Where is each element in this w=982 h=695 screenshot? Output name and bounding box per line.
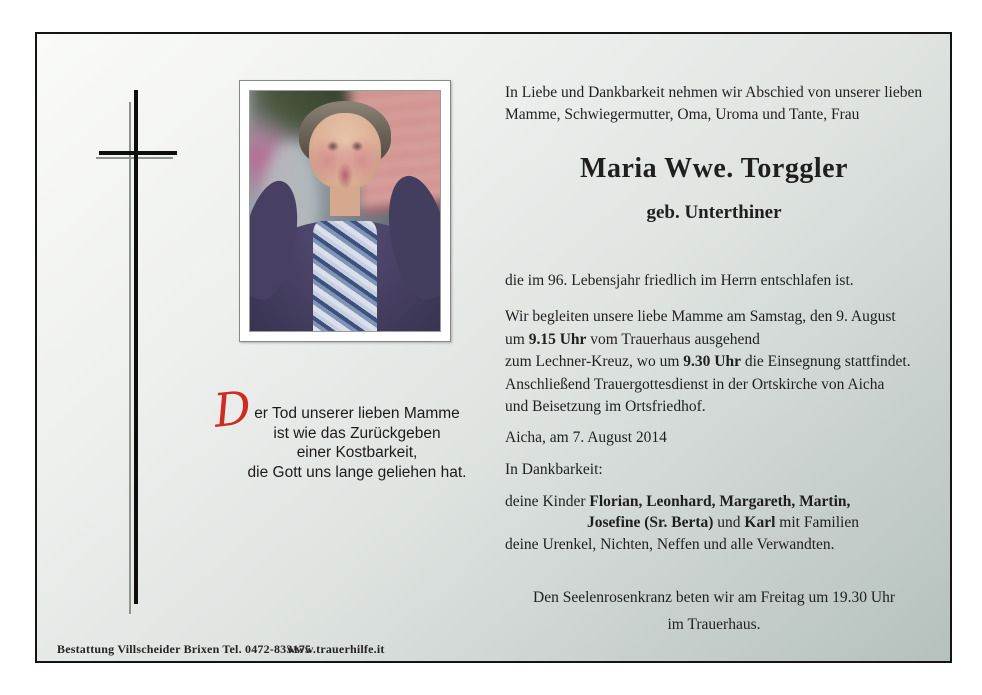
- maiden-name: geb. Unterthiner: [646, 202, 782, 223]
- time-blessing: 9.30 Uhr: [683, 353, 741, 370]
- intro-line-2: Mamme, Schwiegermutter, Oma, Uroma und Tante, Frau: [505, 106, 860, 123]
- child-name-josefine: Josefine (Sr. Berta): [587, 514, 714, 531]
- obituary-card: [35, 32, 952, 663]
- child-name-karl: Karl: [744, 514, 776, 531]
- photo-face: [309, 113, 381, 190]
- mourners-line-1: deine Kinder Florian, Leonhard, Margareth, Martin,: [505, 493, 851, 510]
- time-departure: 9.15 Uhr: [528, 330, 587, 348]
- cross-horizontal-bar: [99, 151, 177, 155]
- cross-vertical-bar: [134, 90, 138, 604]
- intro-line-1: In Liebe und Dankbarkeit nehmen wir Abschied von unserer lieben: [505, 84, 923, 101]
- quote-line-3: einer Kostbarkeit,: [296, 444, 418, 461]
- gratitude-line: In Dankbarkeit:: [505, 461, 603, 478]
- portrait-photo: [249, 90, 441, 332]
- funeral-schedule: [505, 306, 923, 419]
- drop-cap-initial: D: [211, 380, 254, 438]
- schedule-line-4: Anschließend Trauergottesdienst in der Ortskirche von Aicha: [505, 375, 885, 393]
- mourners-line-2: Josefine (Sr. Berta) und Karl mit Familien: [587, 514, 859, 531]
- rosary-line-1: Den Seelenrosenkranz beten wir am Freitag um 19.30 Uhr: [533, 589, 895, 606]
- portrait-photo-frame: [239, 80, 451, 342]
- quote-line-4: die Gott uns lange geliehen hat.: [247, 463, 467, 481]
- quote-line-2: ist wie das Zurückgeben: [273, 424, 441, 442]
- children-names: Florian, Leonhard, Margareth, Martin,: [589, 493, 851, 510]
- schedule-line-3: zum Lechner-Kreuz, wo um 9.30 Uhr die Einsegnung stattfindet.: [505, 353, 911, 370]
- place-date-line: Aicha, am 7. August 2014: [505, 429, 667, 446]
- deceased-name: Maria Wwe. Torggler: [580, 153, 848, 184]
- memorial-quote: [182, 380, 532, 482]
- funeral-home-info: Bestattung Villscheider Brixen Tel. 0472-833175: [57, 642, 312, 656]
- schedule-line-1: Wir begleiten unsere liebe Mamme am Samstag, den 9. August: [505, 308, 896, 325]
- cross-vertical-shadow: [129, 102, 131, 614]
- schedule-line-2: um 9.15 Uhr vom Trauerhaus ausgehend: [505, 330, 760, 348]
- intro-paragraph: [505, 82, 923, 126]
- rosary-line-2: im Trauerhaus.: [667, 616, 761, 633]
- quote-line-1: er Tod unserer lieben Mamme: [254, 405, 460, 422]
- passing-line: die im 96. Lebensjahr friedlich im Herrn entschlafen ist.: [505, 272, 854, 289]
- mourners-line-3: deine Urenkel, Nichten, Neffen und alle Verwandten.: [505, 536, 835, 553]
- website-text: www.trauerhilfe.it: [287, 642, 385, 656]
- schedule-line-5: und Beisetzung im Ortsfriedhof.: [505, 398, 706, 415]
- photo-blouse: [313, 221, 378, 331]
